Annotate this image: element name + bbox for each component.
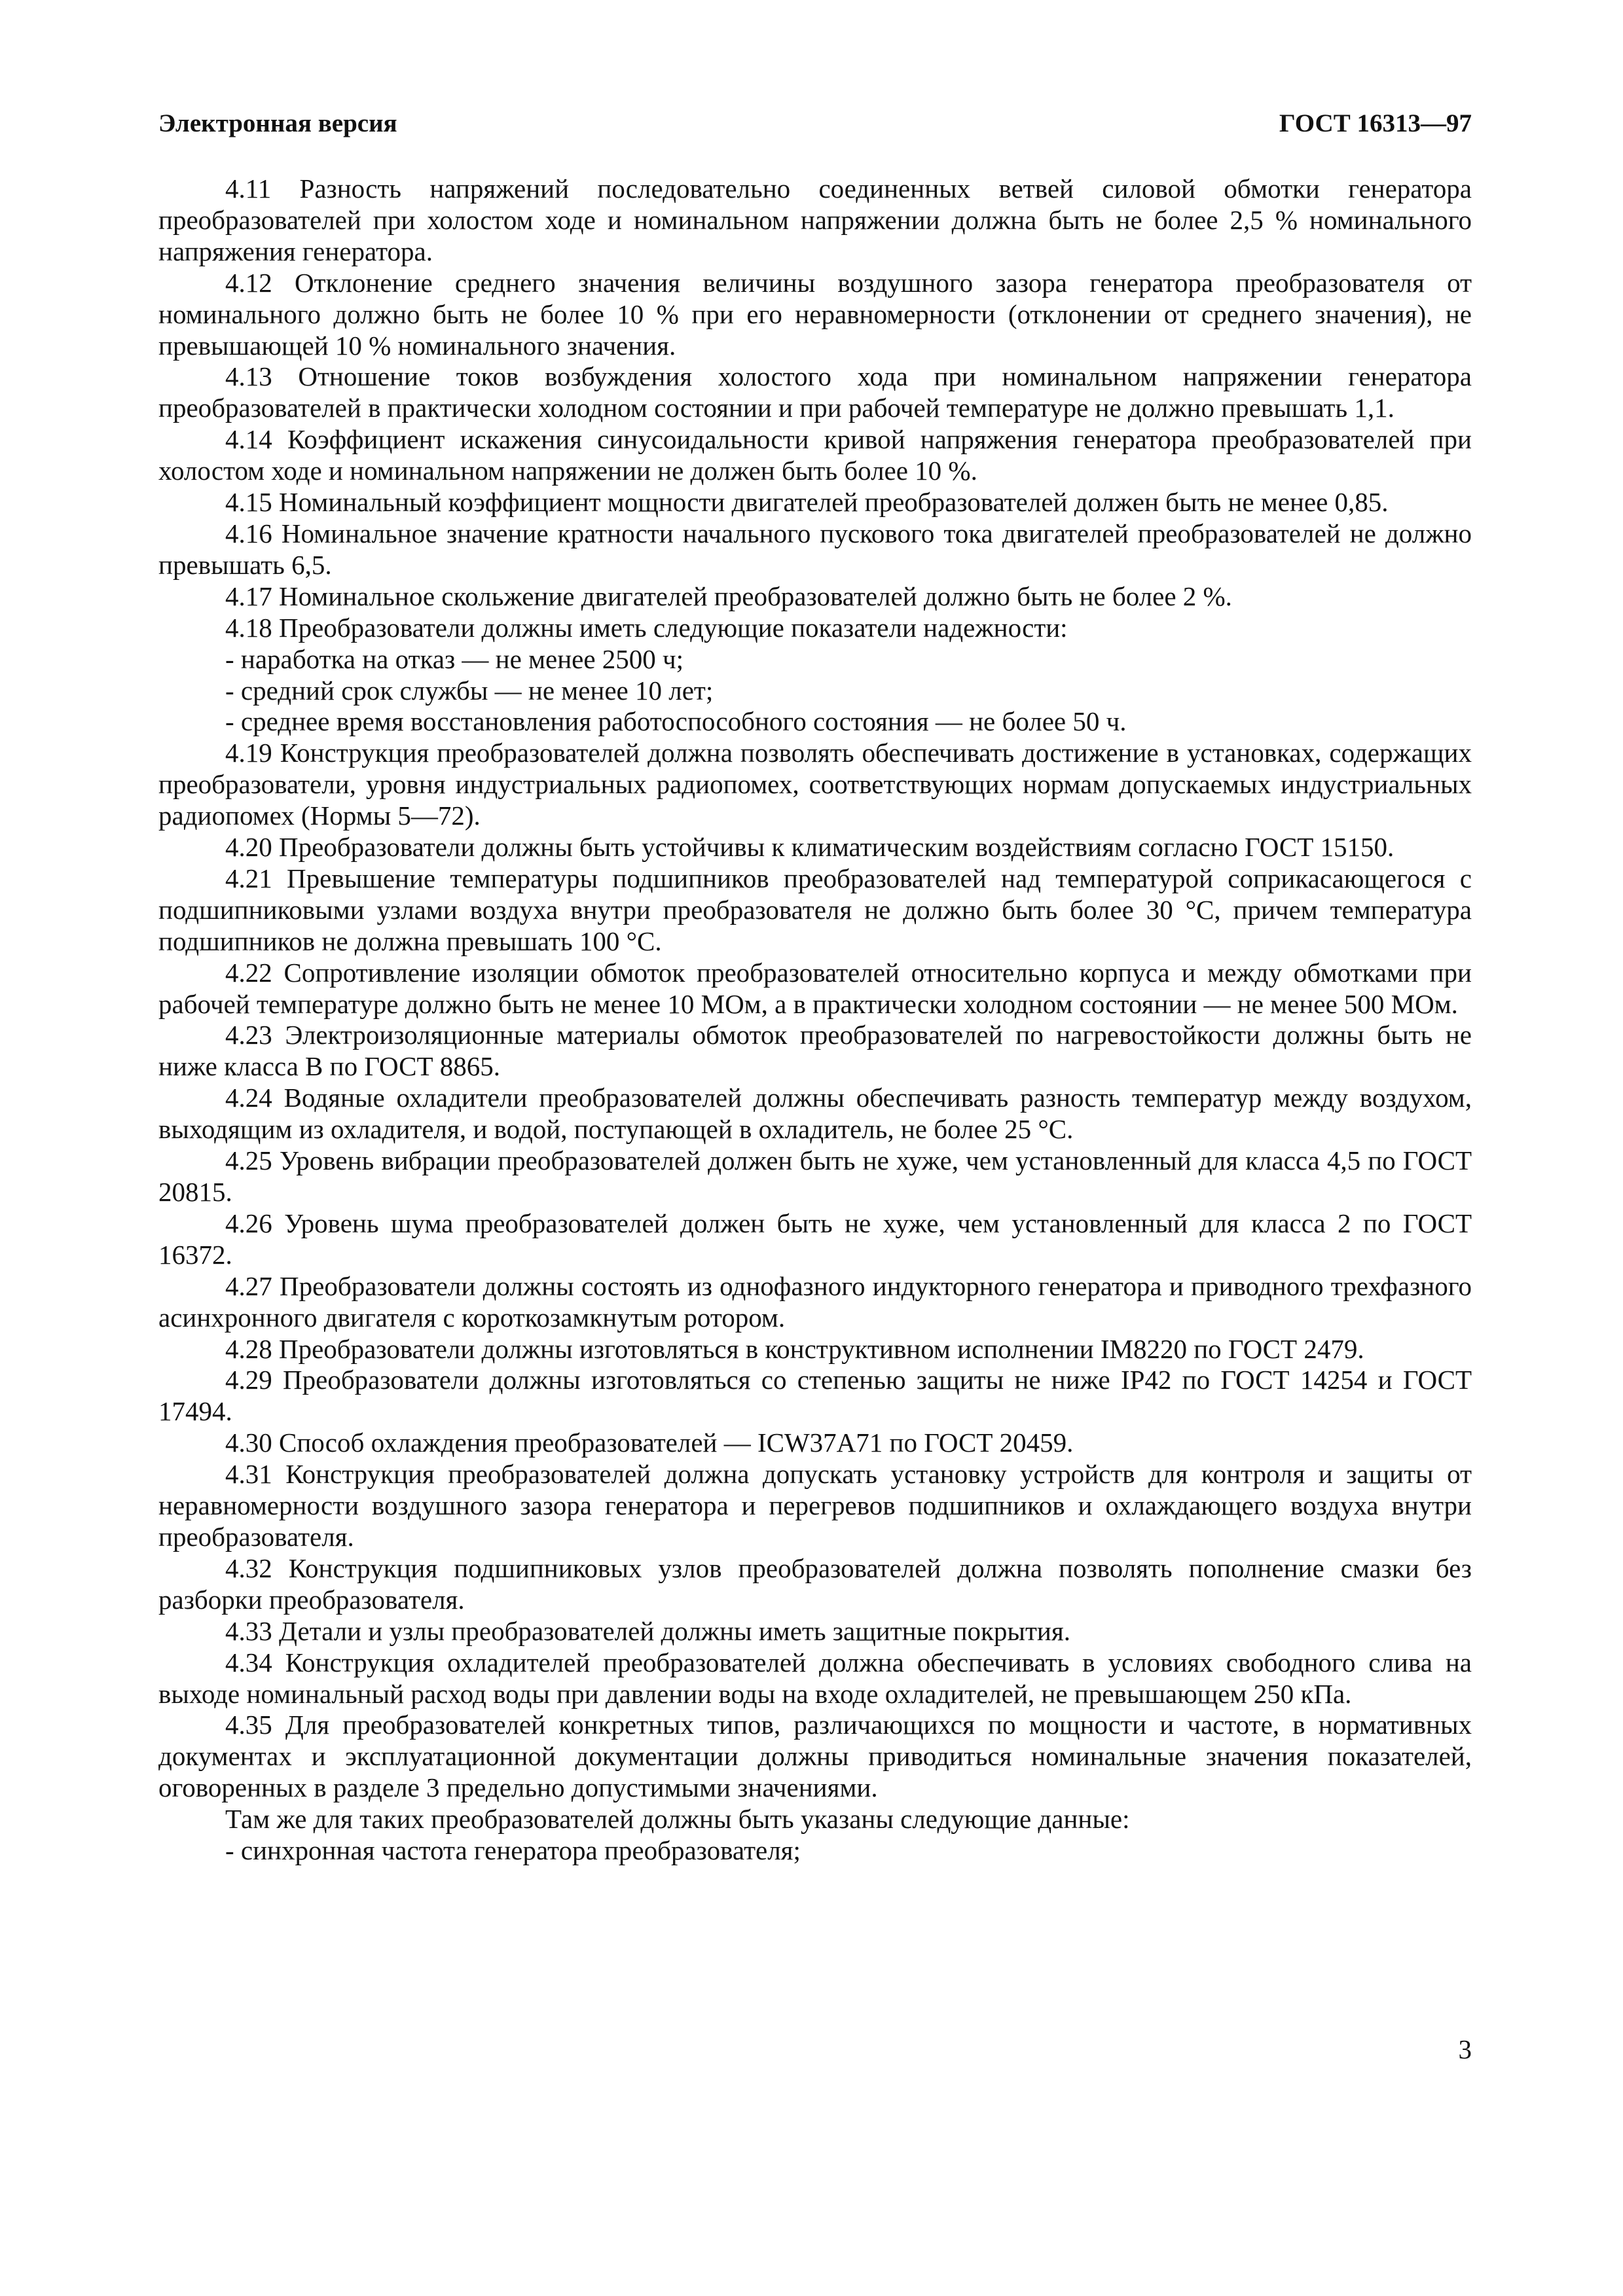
clause-4-17: 4.17 Номинальное скольжение двигателей преобразователей должно быть не более 2 %. [225, 581, 1232, 611]
clause-4-23: 4.23 Электроизоляционные материалы обмоток преобразователей по нагревостойкости должны быть не ниже класса В по ГОСТ 8865. [158, 1020, 1472, 1082]
clause-4-31: 4.31 Конструкция преобразователей должна допускать установку устройств для контроля и защиты от неравномерности воздушного зазора генератора и перегревов подшипников и охлаждающего воздуха внутри преобразователя. [158, 1459, 1472, 1552]
clause-4-32: 4.32 Конструкция подшипниковых узлов преобразователей должна позволять пополнение смазки без разборки преобразователя. [158, 1552, 1472, 1615]
page-number: 3 [1458, 2034, 1472, 2064]
clause-4-34: 4.34 Конструкция охладителей преобразователей должна обеспечивать в условиях свободного слива на выходе номинальный расход воды при давлении воды на входе охладителей, не превышающем 250 кПа. [158, 1647, 1472, 1709]
clause-4-27: 4.27 Преобразователи должны состоять из однофазного индукторного генератора и приводного трехфазного асинхронного двигателя с короткозамкнутым ротором. [158, 1270, 1472, 1333]
clause-4-25: 4.25 Уровень вибрации преобразователей должен быть не хуже, чем установленный для класса 4,5 по ГОСТ 20815. [158, 1145, 1472, 1207]
clause-4-18: 4.18 Преобразователи должны иметь следующие показатели надежности: [225, 612, 1068, 643]
clause-4-12: 4.12 Отклонение среднего значения величины воздушного зазора генератора преобразователя от номинального должно быть не более 10 % при его неравномерности (отклонении от среднего значения), не превышающей 10 % номинального значения. [158, 267, 1472, 361]
header-left-label: Электронная версия [158, 109, 397, 137]
clause-4-29: 4.29 Преобразователи должны изготовляться со степенью защиты не ниже IP42 по ГОСТ 14254 и ГОСТ 17494. [158, 1365, 1472, 1427]
list-item: - средний срок службы — не менее 10 лет; [225, 675, 714, 706]
clause-4-26: 4.26 Уровень шума преобразователей должен быть не хуже, чем установленный для класса 2 по ГОСТ 16372. [158, 1208, 1472, 1270]
clause-4-15: 4.15 Номинальный коэффициент мощности двигателей преобразователей должен быть не менее 0,85. [225, 487, 1389, 518]
clause-4-19: 4.19 Конструкция преобразователей должна позволять обеспечивать достижение в установках, содержащих преобразователи, уровня индустриальных радиопомех, соответствующих нормам допускаемых индустриальных радиопомех (Нормы 5—72). [158, 738, 1472, 831]
paragraph: Там же для таких преобразователей должны быть указаны следующие данные: [225, 1804, 1130, 1835]
clause-4-21: 4.21 Превышение температуры подшипников преобразователей над температурой соприкасающегося с подшипниковыми узлами воздуха внутри преобразователя не должно быть более 30 °С, причем температура подшипников не должна превышать 100 °С. [158, 863, 1472, 956]
list-item: - среднее время восстановления работоспособного состояния — не более 50 ч. [225, 706, 1127, 737]
list-item: - синхронная частота генератора преобразователя; [225, 1835, 801, 1866]
header-standard-number: ГОСТ 16313—97 [1279, 109, 1472, 137]
clause-4-11: 4.11 Разность напряжений последовательно соединенных ветвей силовой обмотки генератора преобразователей при холостом ходе и номинальном напряжении должна быть не более 2,5 % номинального напряжения генератора. [158, 173, 1472, 266]
clause-4-16: 4.16 Номинальное значение кратности начального пускового тока двигателей преобразователей не должно превышать 6,5. [158, 518, 1472, 580]
clause-4-28: 4.28 Преобразователи должны изготовляться в конструктивном исполнении IM8220 по ГОСТ 2479. [225, 1333, 1364, 1364]
body-text [158, 173, 1472, 1867]
clause-4-13: 4.13 Отношение токов возбуждения холостого хода при номинальном напряжении генератора преобразователей в практически холодном состоянии и при рабочей температуре не должно превышать 1,1. [158, 361, 1472, 423]
clause-4-33: 4.33 Детали и узлы преобразователей должны иметь защитные покрытия. [225, 1615, 1070, 1646]
clause-4-24: 4.24 Водяные охладители преобразователей должны обеспечивать разность температур между воздухом, выходящим из охладителя, и водой, поступающей в охладитель, не более 25 °С. [158, 1083, 1472, 1145]
clause-4-35: 4.35 Для преобразователей конкретных типов, различающихся по мощности и частоте, в нормативных документах и эксплуатационной документации должны приводиться номинальные значения показателей, оговоренных в разделе 3 предельно допустимыми значениями. [158, 1710, 1472, 1803]
clause-4-30: 4.30 Способ охлаждения преобразователей — ICW37A71 по ГОСТ 20459. [225, 1427, 1074, 1458]
list-item: - наработка на отказ — не менее 2500 ч; [225, 643, 684, 674]
clause-4-14: 4.14 Коэффициент искажения синусоидальности кривой напряжения генератора преобразователей при холостом ходе и номинальном напряжении не должен быть более 10 %. [158, 424, 1472, 486]
clause-4-20: 4.20 Преобразователи должны быть устойчивы к климатическим воздействиям согласно ГОСТ 15150. [225, 832, 1395, 863]
clause-4-22: 4.22 Сопротивление изоляции обмоток преобразователей относительно корпуса и между обмотками при рабочей температуре должно быть не менее 10 МОм, а в практически холодном состоянии — не менее 500 МОм. [158, 957, 1472, 1019]
